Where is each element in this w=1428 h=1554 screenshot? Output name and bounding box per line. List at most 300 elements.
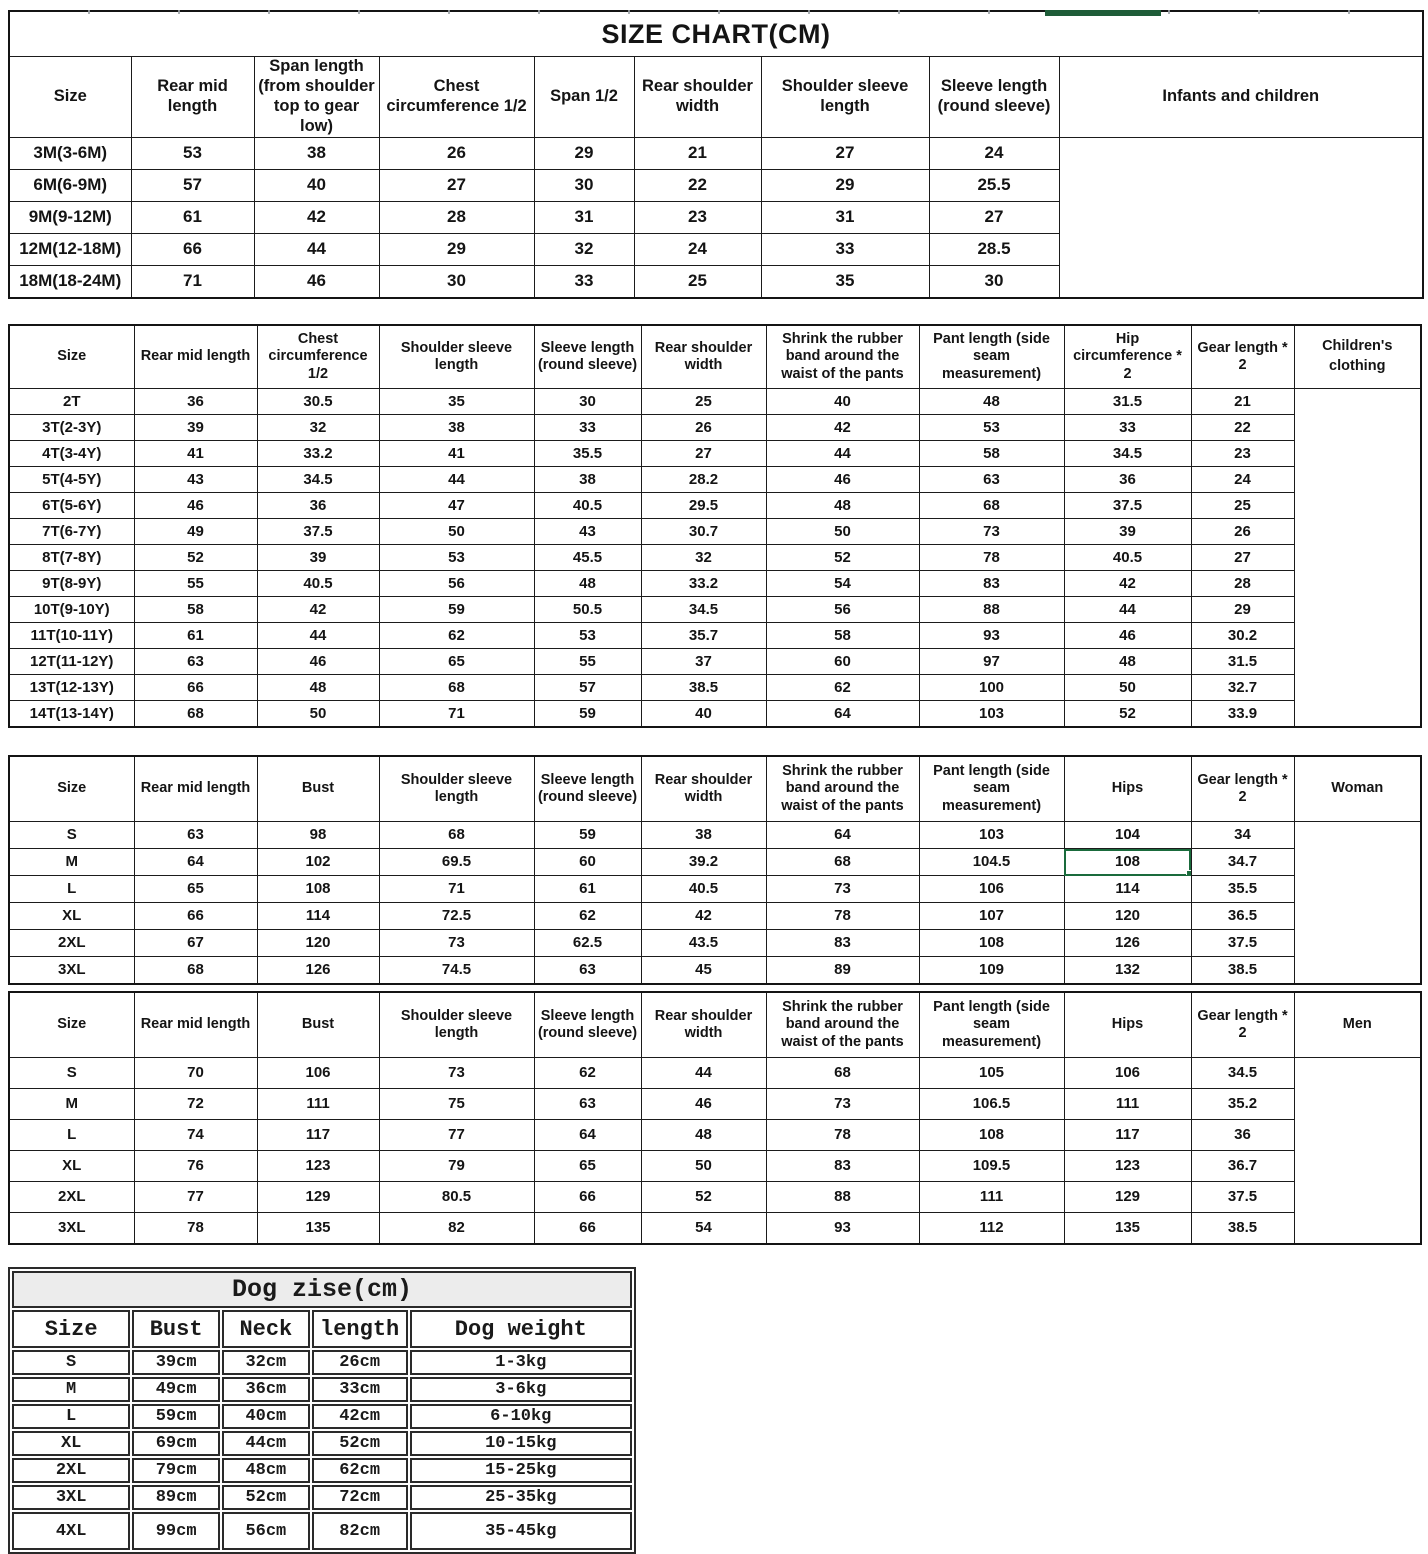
row-size-label: M: [9, 849, 134, 876]
row-size-label: L: [9, 1120, 134, 1151]
table-cell: 44: [641, 1058, 766, 1089]
table-cell: 48cm: [222, 1458, 310, 1483]
table-cell: 114: [1064, 876, 1191, 903]
table-cell: 59: [534, 701, 641, 728]
table-body: [9, 1058, 1421, 1245]
table-cell: 22: [1191, 415, 1294, 441]
row-size-label: 9T(8-9Y): [9, 571, 134, 597]
table-cell: 48: [257, 675, 379, 701]
table-cell: 35: [761, 266, 929, 299]
table-cell: 21: [634, 138, 761, 170]
infants-label: Infants and children: [1059, 57, 1423, 138]
table-cell: 44: [766, 441, 919, 467]
table-row: [9, 202, 1423, 234]
column-header: Size: [9, 57, 131, 138]
table-cell: 35-45kg: [410, 1512, 632, 1550]
row-size-label: XL: [12, 1431, 130, 1456]
table-cell: 66: [134, 675, 257, 701]
table-cell: 34.5: [257, 467, 379, 493]
table-cell: 25: [1191, 493, 1294, 519]
table-cell: 27: [929, 202, 1059, 234]
table-cell: 31: [534, 202, 634, 234]
table-cell: 50: [379, 519, 534, 545]
table-cell: 10-15kg: [410, 1431, 632, 1456]
table-cell: 83: [766, 930, 919, 957]
infants-size-table: [8, 10, 1424, 299]
table-cell: 68: [766, 849, 919, 876]
column-header: Rear shoulder width: [641, 756, 766, 822]
table-cell: 52: [134, 545, 257, 571]
row-size-label: 9M(9-12M): [9, 202, 131, 234]
table-cell: 52: [766, 545, 919, 571]
column-header: Span 1/2: [534, 57, 634, 138]
table-cell: 73: [766, 876, 919, 903]
table-cell: 120: [1064, 903, 1191, 930]
table-cell: 33.9: [1191, 701, 1294, 728]
table-cell: 33.2: [641, 571, 766, 597]
table-cell: 54: [641, 1213, 766, 1245]
table-cell: 88: [766, 1182, 919, 1213]
table-cell: 28.2: [641, 467, 766, 493]
dog-size-table: [8, 1267, 636, 1554]
table-cell: 34: [1191, 822, 1294, 849]
table-row: [9, 701, 1421, 728]
table-cell: 62cm: [312, 1458, 408, 1483]
table-row: [9, 234, 1423, 266]
table-cell: 41: [134, 441, 257, 467]
table-cell: 29: [761, 170, 929, 202]
table-cell: 93: [766, 1213, 919, 1245]
table-cell: 52cm: [312, 1431, 408, 1456]
table-cell: 33: [534, 415, 641, 441]
column-header: Sleeve length (round sleeve): [534, 992, 641, 1058]
table-row: [9, 649, 1421, 675]
table-cell: 108: [919, 1120, 1064, 1151]
table-cell: 29: [534, 138, 634, 170]
table-cell: 56cm: [222, 1512, 310, 1550]
table-row: [9, 545, 1421, 571]
row-size-label: 3T(2-3Y): [9, 415, 134, 441]
table-cell: 114: [257, 903, 379, 930]
column-header: Shoulder sleeve length: [379, 325, 534, 389]
column-header: Sleeve length (round sleeve): [534, 756, 641, 822]
table-cell: 46: [254, 266, 379, 299]
table-cell: 30.7: [641, 519, 766, 545]
column-header: Pant length (side seam measurement): [919, 325, 1064, 389]
table-cell: 74: [134, 1120, 257, 1151]
table-cell: 26: [1191, 519, 1294, 545]
column-header: Shrink the rubber band around the waist of the pants: [766, 756, 919, 822]
table-cell: 36.5: [1191, 903, 1294, 930]
table-cell: 73: [919, 519, 1064, 545]
table-cell: 105: [919, 1058, 1064, 1089]
row-size-label: 10T(9-10Y): [9, 597, 134, 623]
row-size-label: XL: [9, 903, 134, 930]
table-cell: 31.5: [1064, 389, 1191, 415]
table-cell: 33: [761, 234, 929, 266]
table-cell: 49: [134, 519, 257, 545]
table-cell: 26: [379, 138, 534, 170]
column-header: Neck: [222, 1310, 310, 1348]
table-row: [9, 675, 1421, 701]
table-cell: 108: [919, 930, 1064, 957]
table-cell: 68: [134, 701, 257, 728]
table-cell: 30: [534, 389, 641, 415]
table-row: [9, 1089, 1421, 1120]
column-header: Rear shoulder width: [641, 992, 766, 1058]
table-cell: 63: [134, 822, 257, 849]
table-cell: 63: [919, 467, 1064, 493]
table-cell: 78: [134, 1213, 257, 1245]
table-cell: 61: [534, 876, 641, 903]
table-cell: 33cm: [312, 1377, 408, 1402]
dog-size-title: Dog zise(cm): [12, 1271, 632, 1308]
table-cell: 69.5: [379, 849, 534, 876]
table-cell: 73: [379, 930, 534, 957]
table-cell: 68: [919, 493, 1064, 519]
table-cell: 61: [134, 623, 257, 649]
column-header: Rear mid length: [134, 325, 257, 389]
men-label: Men: [1294, 992, 1421, 1058]
table-cell: 56: [766, 597, 919, 623]
table-cell: 77: [379, 1120, 534, 1151]
table-row: [9, 930, 1421, 957]
table-row: [9, 389, 1421, 415]
header-row: [9, 57, 1423, 138]
table-cell: 59cm: [132, 1404, 220, 1429]
column-header: Size: [9, 325, 134, 389]
table-cell: 72.5: [379, 903, 534, 930]
table-cell: 68: [134, 957, 257, 985]
table-cell: 65: [534, 1151, 641, 1182]
column-header: Rear shoulder width: [634, 57, 761, 138]
table-cell: 117: [1064, 1120, 1191, 1151]
row-size-label: 3XL: [9, 957, 134, 985]
table-cell: 104: [1064, 822, 1191, 849]
table-cell: 48: [766, 493, 919, 519]
table-cell: 48: [1064, 649, 1191, 675]
table-cell: 39cm: [132, 1350, 220, 1375]
table-row: [9, 876, 1421, 903]
column-header: Chest circumference 1/2: [379, 57, 534, 138]
row-size-label: 5T(4-5Y): [9, 467, 134, 493]
table-cell: 27: [1191, 545, 1294, 571]
table-cell: 106: [1064, 1058, 1191, 1089]
table-cell: 3-6kg: [410, 1377, 632, 1402]
table-cell: 59: [534, 822, 641, 849]
table-cell: 63: [534, 957, 641, 985]
table-body: [9, 389, 1421, 728]
table-cell: 117: [257, 1120, 379, 1151]
row-size-label: L: [12, 1404, 130, 1429]
table-cell: 106: [257, 1058, 379, 1089]
table-cell: 21: [1191, 389, 1294, 415]
table-row: [9, 1213, 1421, 1245]
table-cell: 83: [919, 571, 1064, 597]
table-cell: 39: [1064, 519, 1191, 545]
table-cell: 24: [1191, 467, 1294, 493]
table-cell: 100: [919, 675, 1064, 701]
table-cell: 68: [379, 675, 534, 701]
table-cell: 46: [641, 1089, 766, 1120]
table-cell: 80.5: [379, 1182, 534, 1213]
table-cell: 62: [766, 675, 919, 701]
table-cell: 66: [131, 234, 254, 266]
table-cell: 57: [534, 675, 641, 701]
row-size-label: 4XL: [12, 1512, 130, 1550]
woman-label: Woman: [1294, 756, 1421, 822]
table-cell: 26: [641, 415, 766, 441]
table-body: [9, 138, 1423, 299]
table-cell: 55: [534, 649, 641, 675]
table-cell: 45: [641, 957, 766, 985]
row-size-label: 2T: [9, 389, 134, 415]
table-cell: 108: [1064, 849, 1191, 876]
table-cell: 36cm: [222, 1377, 310, 1402]
table-cell: 47: [379, 493, 534, 519]
row-size-label: 12T(11-12Y): [9, 649, 134, 675]
column-header: Bust: [257, 756, 379, 822]
table-row: [9, 519, 1421, 545]
table-cell: 32: [641, 545, 766, 571]
table-cell: 62: [379, 623, 534, 649]
table-cell: 78: [766, 903, 919, 930]
table-cell: 37.5: [257, 519, 379, 545]
table-cell: 132: [1064, 957, 1191, 985]
woman-size-table: [8, 755, 1422, 985]
table-cell: 111: [919, 1182, 1064, 1213]
column-header: Hips: [1064, 756, 1191, 822]
selected-column-indicator: [1045, 10, 1161, 16]
row-size-label: 2XL: [9, 930, 134, 957]
table-cell: 29: [379, 234, 534, 266]
table-cell: 50.5: [534, 597, 641, 623]
row-size-label: 14T(13-14Y): [9, 701, 134, 728]
table-cell: 37.5: [1191, 930, 1294, 957]
size-chart-title: SIZE CHART(CM): [9, 11, 1423, 57]
table-cell: 123: [257, 1151, 379, 1182]
table-cell: 46: [1064, 623, 1191, 649]
table-cell: 42: [1064, 571, 1191, 597]
table-cell: 23: [1191, 441, 1294, 467]
table-cell: 129: [257, 1182, 379, 1213]
table-cell: 62: [534, 903, 641, 930]
table-cell: 55: [134, 571, 257, 597]
table-cell: 28: [379, 202, 534, 234]
table-cell: 30.2: [1191, 623, 1294, 649]
table-cell: 103: [919, 822, 1064, 849]
table-cell: 109: [919, 957, 1064, 985]
table-cell: 64: [766, 822, 919, 849]
table-cell: 31: [761, 202, 929, 234]
table-cell: 46: [134, 493, 257, 519]
table-cell: 23: [634, 202, 761, 234]
column-header: Gear length * 2: [1191, 992, 1294, 1058]
table-cell: 52: [641, 1182, 766, 1213]
row-size-label: 11T(10-11Y): [9, 623, 134, 649]
column-header: Size: [12, 1310, 130, 1348]
table-cell: 35.7: [641, 623, 766, 649]
table-cell: 34.5: [641, 597, 766, 623]
column-header: Hip circumference * 2: [1064, 325, 1191, 389]
table-row: [12, 1350, 632, 1375]
table-row: [9, 623, 1421, 649]
table-cell: 39.2: [641, 849, 766, 876]
children-clothing-label: Children's clothing: [1294, 325, 1421, 389]
table-cell: 40.5: [534, 493, 641, 519]
table-row: [12, 1512, 632, 1550]
table-cell: 25-35kg: [410, 1485, 632, 1510]
table-cell: 41: [379, 441, 534, 467]
row-size-label: M: [9, 1089, 134, 1120]
table-cell: 61: [131, 202, 254, 234]
column-header: length: [312, 1310, 408, 1348]
table-cell: 64: [766, 701, 919, 728]
table-cell: 25.5: [929, 170, 1059, 202]
table-cell: 35: [379, 389, 534, 415]
table-cell: 38: [254, 138, 379, 170]
table-cell: 27: [761, 138, 929, 170]
table-cell: 34.7: [1191, 849, 1294, 876]
table-cell: 34.5: [1191, 1058, 1294, 1089]
table-cell: 83: [766, 1151, 919, 1182]
table-cell: 71: [379, 876, 534, 903]
table-cell: 38: [641, 822, 766, 849]
table-cell: 66: [534, 1213, 641, 1245]
table-cell: 129: [1064, 1182, 1191, 1213]
table-row: [9, 571, 1421, 597]
row-size-label: M: [12, 1377, 130, 1402]
column-header: Gear length * 2: [1191, 325, 1294, 389]
column-header: Span length (from shoulder top to gear low): [254, 57, 379, 138]
table-cell: 49cm: [132, 1377, 220, 1402]
table-cell: 25: [641, 389, 766, 415]
header-row: [9, 325, 1421, 389]
table-cell: 111: [257, 1089, 379, 1120]
table-row: [9, 957, 1421, 985]
header-row: [12, 1310, 632, 1348]
title-row: [9, 11, 1423, 57]
table-cell: 48: [534, 571, 641, 597]
table-cell: 28.5: [929, 234, 1059, 266]
table-cell: 1-3kg: [410, 1350, 632, 1375]
table-cell: 63: [134, 649, 257, 675]
table-cell: 37.5: [1191, 1182, 1294, 1213]
table-cell: 43.5: [641, 930, 766, 957]
table-cell: 22: [634, 170, 761, 202]
table-cell: 33: [1064, 415, 1191, 441]
table-cell: 89cm: [132, 1485, 220, 1510]
men-size-table: [8, 991, 1422, 1245]
table-cell: 36: [134, 389, 257, 415]
table-cell: 53: [379, 545, 534, 571]
table-cell: 107: [919, 903, 1064, 930]
table-body: [9, 822, 1421, 985]
column-header: Sleeve length (round sleeve): [534, 325, 641, 389]
table-cell: 108: [257, 876, 379, 903]
table-cell: 24: [929, 138, 1059, 170]
table-cell: 46: [766, 467, 919, 493]
table-cell: 48: [919, 389, 1064, 415]
table-cell: 28: [1191, 571, 1294, 597]
row-size-label: S: [9, 822, 134, 849]
table-cell: 135: [257, 1213, 379, 1245]
table-cell: 52cm: [222, 1485, 310, 1510]
table-cell: 30: [534, 170, 634, 202]
table-cell: 79: [379, 1151, 534, 1182]
row-size-label: 18M(18-24M): [9, 266, 131, 299]
table-body: [12, 1350, 632, 1550]
table-cell: 98: [257, 822, 379, 849]
row-size-label: 12M(12-18M): [9, 234, 131, 266]
table-cell: 35.5: [1191, 876, 1294, 903]
row-size-label: L: [9, 876, 134, 903]
table-cell: 99cm: [132, 1512, 220, 1550]
table-row: [12, 1404, 632, 1429]
row-size-label: S: [12, 1350, 130, 1375]
table-cell: 79cm: [132, 1458, 220, 1483]
table-cell: 72: [134, 1089, 257, 1120]
table-cell: 40: [254, 170, 379, 202]
table-cell: 31.5: [1191, 649, 1294, 675]
table-cell: 32: [534, 234, 634, 266]
table-row: [12, 1458, 632, 1483]
table-cell: 54: [766, 571, 919, 597]
table-cell: 97: [919, 649, 1064, 675]
table-cell: 65: [379, 649, 534, 675]
table-cell: 39: [257, 545, 379, 571]
column-header: Pant length (side seam measurement): [919, 756, 1064, 822]
table-cell: 56: [379, 571, 534, 597]
row-size-label: 4T(3-4Y): [9, 441, 134, 467]
table-cell: 42: [254, 202, 379, 234]
table-cell: 60: [534, 849, 641, 876]
table-cell: 50: [641, 1151, 766, 1182]
table-row: [9, 1151, 1421, 1182]
table-cell: 82: [379, 1213, 534, 1245]
table-cell: 26cm: [312, 1350, 408, 1375]
row-size-label: XL: [9, 1151, 134, 1182]
table-cell: 102: [257, 849, 379, 876]
table-cell: 15-25kg: [410, 1458, 632, 1483]
row-size-label: 8T(7-8Y): [9, 545, 134, 571]
table-cell: 35.2: [1191, 1089, 1294, 1120]
table-cell: 27: [641, 441, 766, 467]
table-cell: 39: [134, 415, 257, 441]
table-row: [9, 1120, 1421, 1151]
header-row: [9, 992, 1421, 1058]
table-row: [9, 493, 1421, 519]
table-cell: 64: [534, 1120, 641, 1151]
row-size-label: 2XL: [9, 1182, 134, 1213]
table-row: [9, 441, 1421, 467]
table-cell: 123: [1064, 1151, 1191, 1182]
table-cell: 24: [634, 234, 761, 266]
table-cell: 44: [254, 234, 379, 266]
column-header: Shoulder sleeve length: [379, 992, 534, 1058]
table-cell: 68: [766, 1058, 919, 1089]
column-header: Hips: [1064, 992, 1191, 1058]
table-row: [9, 597, 1421, 623]
column-header: Shoulder sleeve length: [379, 756, 534, 822]
row-size-label: 13T(12-13Y): [9, 675, 134, 701]
table-cell: 33: [534, 266, 634, 299]
table-cell: 44: [379, 467, 534, 493]
table-cell: 45.5: [534, 545, 641, 571]
table-cell: 72cm: [312, 1485, 408, 1510]
table-cell: 93: [919, 623, 1064, 649]
table-cell: 38: [379, 415, 534, 441]
